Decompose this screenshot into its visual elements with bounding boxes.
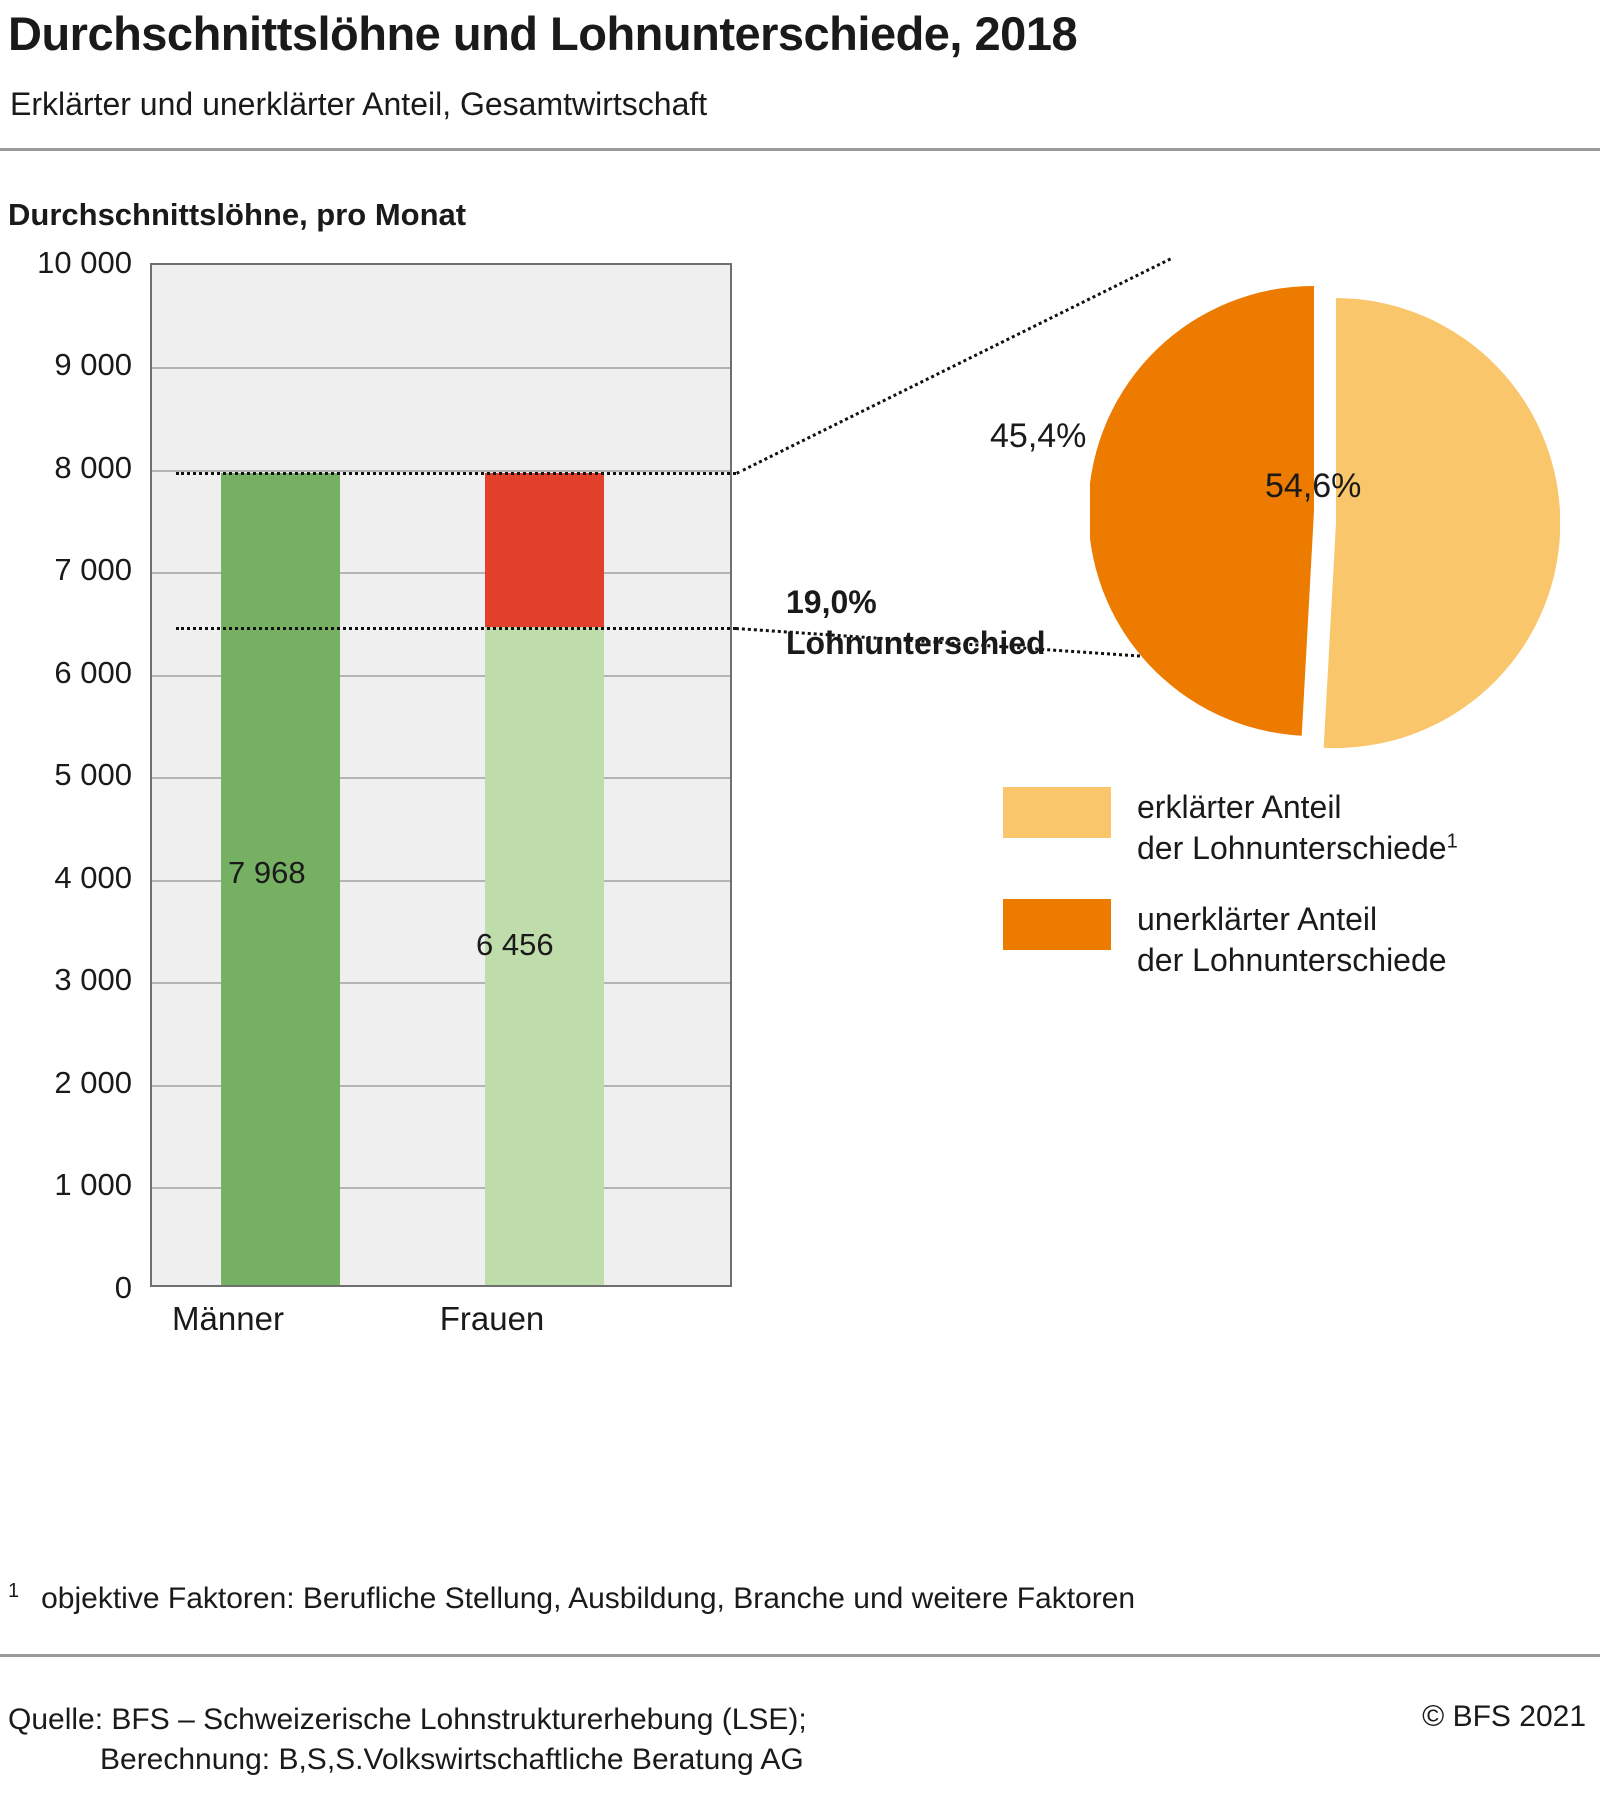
legend-label-line2: der Lohnunterschiede	[1137, 829, 1447, 866]
wage-gap-annotation	[786, 582, 1046, 664]
footnote	[8, 1580, 1135, 1616]
source-line-1: Quelle: BFS – Schweizerische Lohnstrukturerhebung (LSE);	[8, 1703, 807, 1736]
source-line-2: Berechnung: B,S,S.Volkswirtschaftliche Beratung AG	[100, 1742, 804, 1776]
y-tick-label-4000: 4 000	[54, 860, 132, 895]
y-tick-label-0: 0	[114, 1270, 132, 1305]
bar-value-maenner: 7 968	[228, 855, 306, 890]
footnote-marker: 1	[8, 1580, 20, 1602]
bar-frauen-lohnunterschied[interactable]	[485, 473, 604, 627]
legend-footnote-marker: 1	[1446, 830, 1458, 853]
legend-item-unerklaerter-anteil[interactable]	[1003, 899, 1593, 981]
x-tick-label-frauen: Frauen	[439, 1300, 545, 1337]
pie-chart-svg	[1090, 282, 1560, 752]
pie-slice-unerklaerter-anteil[interactable]	[1090, 286, 1314, 736]
legend-swatch-erklaerter-anteil	[1003, 787, 1111, 838]
y-tick-label-9000: 9 000	[54, 347, 132, 382]
pie-chart	[990, 282, 1560, 752]
y-tick-label-1000: 1 000	[54, 1167, 132, 1202]
y-tick-label-5000: 5 000	[54, 757, 132, 792]
bar-value-frauen: 6 456	[476, 927, 554, 962]
y-tick-label-7000: 7 000	[54, 552, 132, 587]
pie-slice-erklaerter-anteil[interactable]	[1324, 298, 1560, 748]
pie-label-erklaerter-anteil: 54,6%	[1265, 467, 1362, 505]
footer-divider	[0, 1654, 1600, 1657]
legend-label-line2: der Lohnunterschiede	[1137, 941, 1447, 978]
leader-line-lower	[176, 627, 736, 630]
header-divider	[0, 148, 1600, 151]
legend	[1003, 787, 1593, 1011]
legend-item-erklaerter-anteil[interactable]	[1003, 787, 1593, 869]
legend-label-unerklaerter-anteil	[1137, 899, 1447, 981]
source-note	[8, 1700, 807, 1780]
pie-label-unerklaerter-anteil: 45,4%	[990, 417, 1087, 455]
leader-line-upper	[176, 472, 736, 475]
y-tick-label-6000: 6 000	[54, 655, 132, 690]
legend-label-erklaerter-anteil	[1137, 787, 1458, 869]
y-tick-label-3000: 3 000	[54, 962, 132, 997]
legend-label-line1: erklärter Anteil	[1137, 789, 1342, 825]
y-tick-label-8000: 8 000	[54, 450, 132, 485]
wage-gap-value: 19,0%	[786, 584, 877, 620]
bar-chart-title: Durchschnittslöhne, pro Monat	[8, 197, 467, 232]
bar-chart-y-axis	[0, 0, 132, 1814]
legend-swatch-unerklaerter-anteil	[1003, 899, 1111, 950]
wage-gap-caption: Lohnunterschied	[786, 624, 1046, 661]
bar-chart-plot-area	[150, 263, 732, 1287]
legend-label-line2-wrap	[1137, 828, 1458, 869]
y-tick-label-2000: 2 000	[54, 1065, 132, 1100]
page-subtitle: Erklärter und unerklärter Anteil, Gesamtwirtschaft	[10, 86, 708, 122]
footnote-text: objektive Faktoren: Berufliche Stellung, Ausbildung, Branche und weitere Faktoren	[41, 1582, 1136, 1615]
gridline-9000	[152, 367, 730, 369]
legend-label-line1: unerklärter Anteil	[1137, 900, 1378, 937]
y-tick-label-10000: 10 000	[37, 245, 132, 280]
page-title: Durchschnittslöhne und Lohnunterschiede, 2018	[8, 7, 1078, 60]
copyright-note: © BFS 2021	[1422, 1700, 1586, 1733]
x-tick-label-maenner: Männer	[172, 1300, 284, 1337]
